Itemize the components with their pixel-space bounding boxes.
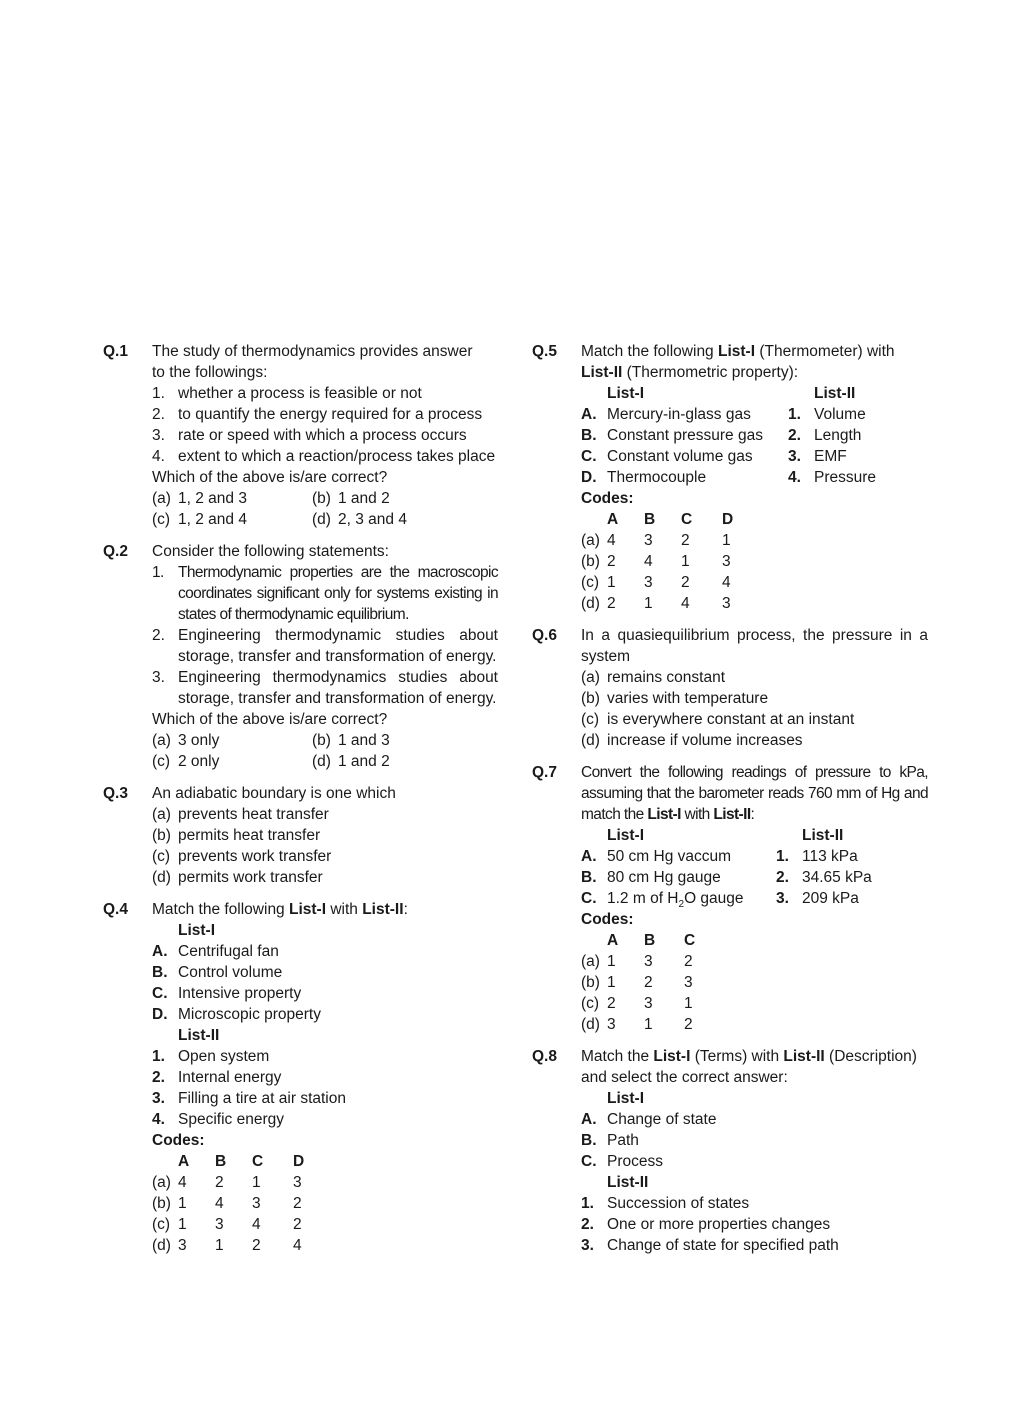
code-cell: 4 bbox=[681, 595, 690, 612]
question-3 bbox=[103, 783, 498, 888]
codes-table bbox=[581, 509, 928, 614]
question-1 bbox=[103, 341, 498, 530]
item-text: 209 kPa bbox=[802, 890, 859, 907]
question-number: Q.5 bbox=[532, 343, 557, 360]
list1-item bbox=[581, 1109, 928, 1130]
list2-item bbox=[152, 1109, 498, 1130]
item-key: 1. bbox=[152, 1048, 165, 1065]
item-text: 80 cm Hg gauge bbox=[607, 869, 721, 886]
list2-item bbox=[776, 867, 928, 888]
list2-item bbox=[788, 467, 928, 488]
option-text: prevents work transfer bbox=[178, 848, 332, 865]
option-text: increase if volume increases bbox=[607, 732, 803, 749]
list1-item bbox=[581, 888, 776, 909]
item-text: Open system bbox=[178, 1048, 270, 1065]
question-stem bbox=[152, 341, 498, 383]
list1-heading: List-I bbox=[178, 922, 216, 939]
list1-item bbox=[581, 467, 788, 488]
list2-item bbox=[581, 1235, 928, 1256]
item-text: 1.2 m of H bbox=[607, 890, 679, 907]
question-number: Q.2 bbox=[103, 543, 128, 560]
option-text: varies with temperature bbox=[607, 690, 769, 707]
question-2 bbox=[103, 541, 498, 772]
item-key: C. bbox=[581, 448, 597, 465]
item-text: Pressure bbox=[814, 469, 877, 486]
stem-text: Match the bbox=[581, 1048, 654, 1065]
code-cell: 4 bbox=[644, 553, 653, 570]
list1-item bbox=[581, 446, 788, 467]
codes-header: B bbox=[644, 932, 656, 949]
option-letter: (c) bbox=[581, 711, 600, 728]
option-letter: (b) bbox=[312, 490, 331, 507]
answer-options bbox=[152, 488, 498, 530]
option-letter: (b) bbox=[581, 690, 600, 707]
option-letter: (c) bbox=[152, 511, 171, 528]
option-d[interactable] bbox=[581, 730, 928, 751]
item-key: 2. bbox=[152, 1069, 165, 1086]
item-text: EMF bbox=[814, 448, 847, 465]
item-key: 3. bbox=[776, 890, 789, 907]
question-6 bbox=[532, 625, 928, 751]
code-cell: 3 bbox=[684, 974, 693, 991]
statement bbox=[152, 667, 498, 709]
code-cell: 2 bbox=[684, 953, 693, 970]
stem-text: Match the following bbox=[581, 343, 718, 360]
list1-heading: List-I bbox=[607, 1090, 645, 1107]
option-b[interactable] bbox=[581, 688, 928, 709]
list2-item bbox=[152, 1067, 498, 1088]
code-cell: 3 bbox=[722, 553, 731, 570]
code-cell: 1 bbox=[252, 1174, 261, 1191]
list1-item bbox=[581, 846, 776, 867]
code-cell: 1 bbox=[681, 553, 690, 570]
stem-list1: List-I bbox=[647, 806, 681, 823]
codes-header: A bbox=[607, 511, 619, 528]
stem-line: The study of thermodynamics provides answer bbox=[152, 343, 473, 360]
list2-item bbox=[788, 446, 928, 467]
item-key: 1. bbox=[776, 848, 789, 865]
code-cell: 2 bbox=[293, 1195, 302, 1212]
option-text: 2 only bbox=[178, 753, 220, 770]
code-cell: 1 bbox=[607, 974, 616, 991]
codes-header: B bbox=[644, 511, 656, 528]
list1-item bbox=[152, 1004, 498, 1025]
list2-item bbox=[152, 1046, 498, 1067]
item-key: A. bbox=[581, 406, 597, 423]
item-text: Microscopic property bbox=[178, 1006, 321, 1023]
code-cell: 2 bbox=[607, 995, 616, 1012]
item-text: Path bbox=[607, 1132, 639, 1149]
option-d[interactable]: (d) bbox=[581, 1016, 600, 1033]
code-cell: 3 bbox=[178, 1237, 187, 1254]
stem-list2: List-II bbox=[783, 1048, 825, 1065]
option-letter: (b) bbox=[312, 732, 331, 749]
item-key: 2. bbox=[776, 869, 789, 886]
option-c[interactable] bbox=[152, 846, 498, 867]
code-cell: 1 bbox=[607, 574, 616, 591]
code-cell: 1 bbox=[178, 1216, 187, 1233]
question-8 bbox=[532, 1046, 928, 1256]
question-5 bbox=[532, 341, 928, 614]
question-stem: Consider the following statements: bbox=[152, 543, 389, 560]
code-cell: 3 bbox=[644, 995, 653, 1012]
code-cell: 2 bbox=[681, 574, 690, 591]
item-key: A. bbox=[152, 943, 168, 960]
code-cell: 2 bbox=[607, 553, 616, 570]
option-c[interactable] bbox=[152, 509, 312, 530]
code-cell: 3 bbox=[293, 1174, 302, 1191]
statement-number: 1. bbox=[152, 564, 164, 581]
statement-number: 1. bbox=[152, 385, 165, 402]
option-c[interactable] bbox=[152, 751, 312, 772]
list1-item bbox=[152, 962, 498, 983]
statement-number: 3. bbox=[152, 427, 165, 444]
item-text: Volume bbox=[814, 406, 866, 423]
item-key: 2. bbox=[788, 427, 801, 444]
list1-item bbox=[581, 867, 776, 888]
code-cell: 2 bbox=[681, 532, 690, 549]
item-key: D. bbox=[581, 469, 597, 486]
option-b[interactable] bbox=[312, 730, 498, 751]
item-key: B. bbox=[581, 427, 597, 444]
option-a[interactable]: (a) bbox=[152, 1174, 171, 1191]
statement-text: Engineering thermodynamic studies about storage, transfer and transformation of energy. bbox=[178, 627, 498, 665]
code-cell: 2 bbox=[252, 1237, 261, 1254]
question-stem bbox=[581, 341, 928, 383]
code-cell: 1 bbox=[178, 1195, 187, 1212]
option-d[interactable] bbox=[312, 509, 498, 530]
option-b[interactable]: (b) bbox=[581, 553, 600, 570]
item-text: Centrifugal fan bbox=[178, 943, 279, 960]
item-key: C. bbox=[152, 985, 168, 1002]
stem-text: (Thermometric property): bbox=[622, 364, 799, 381]
item-text: Constant pressure gas bbox=[607, 427, 763, 444]
code-cell: 4 bbox=[722, 574, 731, 591]
item-key: 4. bbox=[788, 469, 801, 486]
code-cell: 4 bbox=[252, 1216, 261, 1233]
option-text: 1, 2 and 3 bbox=[178, 490, 247, 507]
option-letter: (a) bbox=[152, 490, 171, 507]
code-cell: 3 bbox=[644, 574, 653, 591]
list1-item bbox=[581, 404, 788, 425]
option-text: permits heat transfer bbox=[178, 827, 321, 844]
item-text: Thermocouple bbox=[607, 469, 707, 486]
subscript: 2 bbox=[678, 899, 685, 911]
item-text: Change of state for specified path bbox=[607, 1237, 839, 1254]
codes-table bbox=[581, 930, 928, 1035]
option-text: 1 and 2 bbox=[338, 490, 390, 507]
option-text: prevents heat transfer bbox=[178, 806, 329, 823]
question-number: Q.3 bbox=[103, 785, 128, 802]
code-cell: 4 bbox=[215, 1195, 224, 1212]
code-cell: 1 bbox=[644, 595, 653, 612]
code-cell: 1 bbox=[644, 1016, 653, 1033]
code-cell: 2 bbox=[607, 595, 616, 612]
item-text: Change of state bbox=[607, 1111, 717, 1128]
item-key: B. bbox=[152, 964, 168, 981]
code-cell: 3 bbox=[644, 953, 653, 970]
match-table bbox=[581, 825, 928, 909]
option-c[interactable]: (c) bbox=[581, 574, 600, 591]
code-cell: 3 bbox=[644, 532, 653, 549]
option-c[interactable]: (c) bbox=[581, 995, 600, 1012]
option-letter: (a) bbox=[152, 732, 171, 749]
stem-text: with bbox=[326, 901, 363, 918]
stem-line: to the followings: bbox=[152, 364, 268, 381]
option-b[interactable] bbox=[152, 825, 498, 846]
option-letter: (d) bbox=[581, 732, 600, 749]
option-a[interactable]: (a) bbox=[581, 953, 600, 970]
item-key: D. bbox=[152, 1006, 168, 1023]
option-d[interactable] bbox=[152, 867, 498, 888]
codes-label: Codes: bbox=[581, 490, 634, 507]
list2-item bbox=[581, 1193, 928, 1214]
question-number: Q.8 bbox=[532, 1048, 557, 1065]
item-key: 3. bbox=[581, 1237, 594, 1254]
option-letter: (c) bbox=[152, 753, 171, 770]
statement-number: 2. bbox=[152, 406, 165, 423]
statement-number: 2. bbox=[152, 627, 165, 644]
option-a[interactable] bbox=[581, 667, 928, 688]
answer-options bbox=[152, 730, 498, 772]
code-cell: 3 bbox=[215, 1216, 224, 1233]
stem-list1: List-I bbox=[718, 343, 756, 360]
option-c[interactable]: (c) bbox=[152, 1216, 171, 1233]
option-text: remains constant bbox=[607, 669, 726, 686]
option-text: 1, 2 and 4 bbox=[178, 511, 247, 528]
item-key: 3. bbox=[788, 448, 801, 465]
statement-text: Thermodynamic properties are the macroscopic coordinates significant only for systems existing in states of thermodynamic equilibrium. bbox=[178, 564, 498, 623]
list2-item bbox=[581, 1214, 928, 1235]
statement-text: to quantify the energy required for a process bbox=[178, 406, 483, 423]
item-text: Succession of states bbox=[607, 1195, 750, 1212]
statement-number: 3. bbox=[152, 669, 165, 686]
statement bbox=[152, 425, 498, 446]
list2-heading: List-II bbox=[802, 827, 844, 844]
stem-text: (Thermometer) with bbox=[755, 343, 895, 360]
list1-item bbox=[581, 1130, 928, 1151]
question-number: Q.7 bbox=[532, 764, 557, 781]
item-key: C. bbox=[581, 890, 597, 907]
codes-header: B bbox=[215, 1153, 227, 1170]
option-a[interactable] bbox=[152, 730, 312, 751]
item-text: Process bbox=[607, 1153, 663, 1170]
list1-item bbox=[152, 983, 498, 1004]
code-cell: 2 bbox=[293, 1216, 302, 1233]
statement bbox=[152, 625, 498, 667]
list2-item bbox=[788, 425, 928, 446]
question-7 bbox=[532, 762, 928, 1035]
codes-header: C bbox=[684, 932, 696, 949]
item-key: A. bbox=[581, 848, 597, 865]
codes-label: Codes: bbox=[152, 1132, 205, 1149]
match-table bbox=[581, 383, 928, 488]
list1-item bbox=[581, 425, 788, 446]
item-key: 2. bbox=[581, 1216, 594, 1233]
option-d[interactable]: (d) bbox=[152, 1237, 171, 1254]
item-key: C. bbox=[581, 1153, 597, 1170]
item-key: 1. bbox=[581, 1195, 594, 1212]
item-text: 34.65 kPa bbox=[802, 869, 872, 886]
question-stem bbox=[581, 1046, 928, 1088]
option-letter: (b) bbox=[152, 827, 171, 844]
code-cell: 2 bbox=[684, 1016, 693, 1033]
item-key: 1. bbox=[788, 406, 801, 423]
option-letter: (c) bbox=[152, 848, 171, 865]
list2-heading: List-II bbox=[178, 1027, 220, 1044]
codes-table bbox=[152, 1151, 498, 1256]
option-b[interactable] bbox=[312, 488, 498, 509]
question-stem bbox=[581, 762, 928, 825]
option-d[interactable]: (d) bbox=[581, 595, 600, 612]
code-cell: 2 bbox=[215, 1174, 224, 1191]
stem-list2: List-II bbox=[713, 806, 751, 823]
option-text: 3 only bbox=[178, 732, 220, 749]
option-letter: (d) bbox=[152, 869, 171, 886]
item-key: B. bbox=[581, 869, 597, 886]
statement-number: 4. bbox=[152, 448, 165, 465]
code-cell: 1 bbox=[215, 1237, 224, 1254]
stem-text: : bbox=[403, 901, 408, 918]
stem-text: with bbox=[680, 806, 714, 823]
stem-list2: List-II bbox=[362, 901, 404, 918]
option-d[interactable] bbox=[312, 751, 498, 772]
stem-list2: List-II bbox=[581, 364, 623, 381]
code-cell: 2 bbox=[644, 974, 653, 991]
codes-header: C bbox=[252, 1153, 264, 1170]
left-column bbox=[103, 341, 498, 1256]
option-a[interactable]: (a) bbox=[581, 532, 600, 549]
item-text: Internal energy bbox=[178, 1069, 282, 1086]
option-text: is everywhere constant at an instant bbox=[607, 711, 855, 728]
statement-text: whether a process is feasible or not bbox=[178, 385, 422, 402]
item-key: A. bbox=[581, 1111, 597, 1128]
list2-item bbox=[776, 888, 928, 909]
list1-item bbox=[152, 941, 498, 962]
code-cell: 1 bbox=[722, 532, 731, 549]
code-cell: 3 bbox=[252, 1195, 261, 1212]
codes-header: A bbox=[178, 1153, 190, 1170]
statement bbox=[152, 562, 498, 625]
option-letter: (a) bbox=[152, 806, 171, 823]
list1-item bbox=[581, 1151, 928, 1172]
stem-text: Convert the following readings of pressure to kPa, assuming that the barometer reads 760 mm of Hg and match the bbox=[581, 764, 928, 823]
question-prompt: Which of the above is/are correct? bbox=[152, 711, 388, 728]
option-letter: (d) bbox=[312, 511, 331, 528]
codes-header: D bbox=[722, 511, 734, 528]
option-b[interactable]: (b) bbox=[581, 974, 600, 991]
item-key: B. bbox=[581, 1132, 597, 1149]
right-column bbox=[532, 341, 928, 1256]
option-letter: (d) bbox=[312, 753, 331, 770]
item-key: 3. bbox=[152, 1090, 165, 1107]
question-stem: In a quasiequilibrium process, the pressure in a system bbox=[581, 627, 928, 665]
option-a[interactable] bbox=[152, 488, 312, 509]
code-cell: 1 bbox=[684, 995, 693, 1012]
item-text: Mercury-in-glass gas bbox=[607, 406, 751, 423]
option-text: 1 and 3 bbox=[338, 732, 390, 749]
item-text: O gauge bbox=[684, 890, 744, 907]
item-text: Filling a tire at air station bbox=[178, 1090, 346, 1107]
codes-header: A bbox=[607, 932, 619, 949]
statement bbox=[152, 383, 498, 404]
item-text: Constant volume gas bbox=[607, 448, 753, 465]
item-text: Length bbox=[814, 427, 862, 444]
stem-text: Match the following bbox=[152, 901, 289, 918]
code-cell: 3 bbox=[722, 595, 731, 612]
item-text: 113 kPa bbox=[802, 848, 858, 865]
item-key: 4. bbox=[152, 1111, 165, 1128]
list2-item bbox=[788, 404, 928, 425]
question-4 bbox=[103, 899, 498, 1256]
code-cell: 4 bbox=[607, 532, 616, 549]
option-b[interactable]: (b) bbox=[152, 1195, 171, 1212]
statement-text: extent to which a reaction/process takes place bbox=[178, 448, 496, 465]
item-text: Specific energy bbox=[178, 1111, 284, 1128]
question-number: Q.6 bbox=[532, 627, 557, 644]
item-text: Control volume bbox=[178, 964, 283, 981]
list1-heading: List-I bbox=[607, 385, 645, 402]
statement bbox=[152, 404, 498, 425]
stem-list1: List-I bbox=[653, 1048, 691, 1065]
item-text: One or more properties changes bbox=[607, 1216, 831, 1233]
stem-list1: List-I bbox=[289, 901, 327, 918]
option-text: permits work transfer bbox=[178, 869, 323, 886]
option-c[interactable] bbox=[581, 709, 928, 730]
item-text: Intensive property bbox=[178, 985, 302, 1002]
codes-label: Codes: bbox=[581, 911, 634, 928]
option-a[interactable] bbox=[152, 804, 498, 825]
list1-heading: List-I bbox=[607, 827, 645, 844]
code-cell: 4 bbox=[178, 1174, 187, 1191]
list2-heading: List-II bbox=[814, 385, 856, 402]
code-cell: 4 bbox=[293, 1237, 302, 1254]
option-text: 1 and 2 bbox=[338, 753, 390, 770]
question-number: Q.1 bbox=[103, 343, 128, 360]
question-number: Q.4 bbox=[103, 901, 128, 918]
list2-item bbox=[776, 846, 928, 867]
statement-text: rate or speed with which a process occurs bbox=[178, 427, 467, 444]
code-cell: 3 bbox=[607, 1016, 616, 1033]
codes-header: D bbox=[293, 1153, 305, 1170]
question-prompt: Which of the above is/are correct? bbox=[152, 469, 388, 486]
stem-text: : bbox=[750, 806, 755, 823]
codes-header: C bbox=[681, 511, 693, 528]
list2-heading: List-II bbox=[607, 1174, 649, 1191]
stem-text: (Description) and select the correct answer: bbox=[581, 1048, 917, 1086]
stem-text: (Terms) with bbox=[690, 1048, 784, 1065]
code-cell: 1 bbox=[607, 953, 616, 970]
option-letter: (a) bbox=[581, 669, 600, 686]
option-text: 2, 3 and 4 bbox=[338, 511, 407, 528]
question-stem: An adiabatic boundary is one which bbox=[152, 785, 396, 802]
statement bbox=[152, 446, 498, 467]
statement-text: Engineering thermodynamics studies about storage, transfer and transformation of energy. bbox=[178, 669, 498, 707]
list2-item bbox=[152, 1088, 498, 1109]
question-stem bbox=[152, 899, 498, 920]
item-text: 50 cm Hg vaccum bbox=[607, 848, 732, 865]
